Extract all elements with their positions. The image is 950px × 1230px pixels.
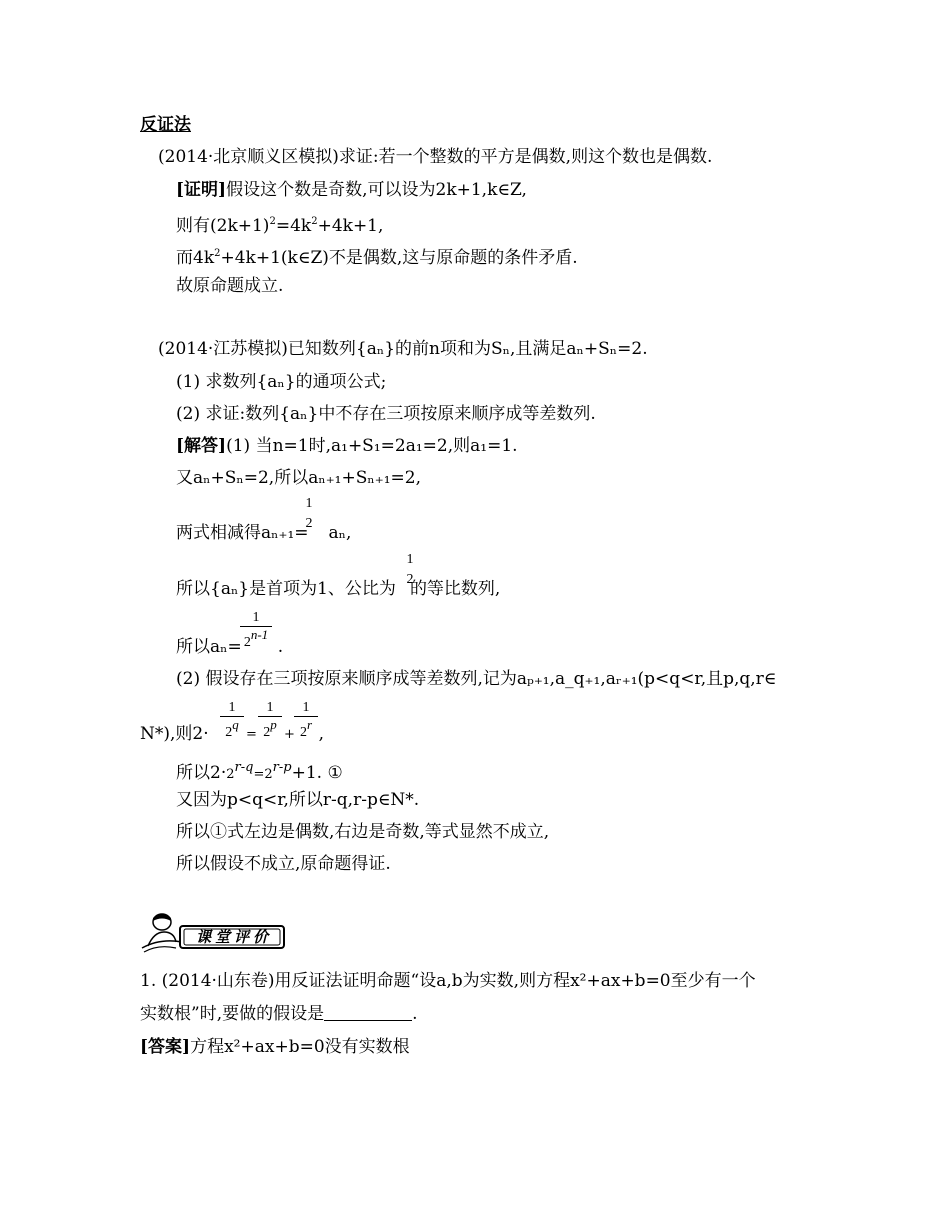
answer-line-7: N*),则2· , — [140, 724, 325, 744]
plus-sign: + — [284, 727, 295, 742]
answer-line-5: 所以aₙ= . — [176, 637, 284, 657]
answer-line-2: 又aₙ+Sₙ=2,所以aₙ₊₁+Sₙ₊₁=2, — [176, 468, 421, 488]
answer-line-11: 所以假设不成立,原命题得证. — [176, 854, 391, 874]
answer-line-9: 又因为p<q<r,所以r-q,r-p∈N*. — [176, 790, 420, 810]
proof-line-4: 故原命题成立. — [176, 276, 284, 296]
answer-blank — [324, 1004, 412, 1021]
answer-line-6: (2) 假设存在三项按原来顺序成等差数列,记为aₚ₊₁,a_q₊₁,aᵣ₊₁(p<q<r,且p,q,r∈ — [176, 669, 777, 689]
problem-2-question-1: (1) 求数列{aₙ}的通项公式; — [176, 372, 387, 392]
fraction-2r: 1 2$^r$ — [294, 700, 318, 741]
exercise-answer-tag: [答案] — [140, 1037, 191, 1057]
classroom-evaluation-banner — [140, 912, 288, 954]
exercise-1-line-2: 实数根”时,要做的假设是 . — [140, 1004, 418, 1024]
problem-2-question-2: (2) 求证:数列{aₙ}中不存在三项按原来顺序成等差数列. — [176, 404, 596, 424]
fraction-an: 1 2$^{n-1}$ — [240, 610, 272, 651]
answer-line-8: 所以$2\cdot 2^{r-q}=2^{r-p}+1$. ① — [176, 760, 343, 783]
answer-tag: [解答] — [176, 436, 227, 456]
fraction-2q: 1 2$^q$ — [220, 700, 244, 741]
fraction-2p: 1 2$^p$ — [258, 700, 282, 741]
problem-1-statement: (2014·北京顺义区模拟)求证:若一个整数的平方是偶数,则这个数也是偶数. — [158, 147, 713, 167]
answer-line-1: [解答](1) 当n=1时,a₁+S₁=2a₁=2,则a₁=1. — [176, 436, 518, 456]
proof-line-1: [证明]假设这个数是奇数,可以设为2k+1,k∈Z, — [176, 180, 527, 200]
proof-tag: [证明] — [176, 180, 227, 200]
proof-line-3: 而$4k^2+4k+1(k\in Z)$不是偶数,这与原命题的条件矛盾. — [176, 248, 578, 268]
section-heading: 反证法 — [140, 115, 191, 135]
fraction-half: 1 2 — [305, 496, 313, 531]
equals-sign: = — [246, 727, 257, 742]
problem-2-statement: (2014·江苏模拟)已知数列{aₙ}的前n项和为Sₙ,且满足aₙ+Sₙ=2. — [158, 339, 648, 359]
fraction-half-ratio: 1 2 — [406, 552, 414, 587]
exercise-1-line-1: 1. (2014·山东卷)用反证法证明命题“设a,b为实数,则方程x²+ax+b=0至少有一个 — [140, 971, 756, 991]
answer-line-3: 两式相减得aₙ₊₁= aₙ, — [176, 523, 352, 543]
exercise-1-answer: [答案]方程x²+ax+b=0没有实数根 — [140, 1037, 410, 1057]
answer-line-10: 所以①式左边是偶数,右边是奇数,等式显然不成立, — [176, 822, 550, 842]
proof-line-2: 则有$(2k+1)^2=4k^2+4k+1$, — [176, 216, 384, 236]
banner-label: 课堂评价 — [195, 928, 272, 946]
answer-line-4: 所以{aₙ}是首项为1、公比为 的等比数列, — [176, 579, 501, 599]
